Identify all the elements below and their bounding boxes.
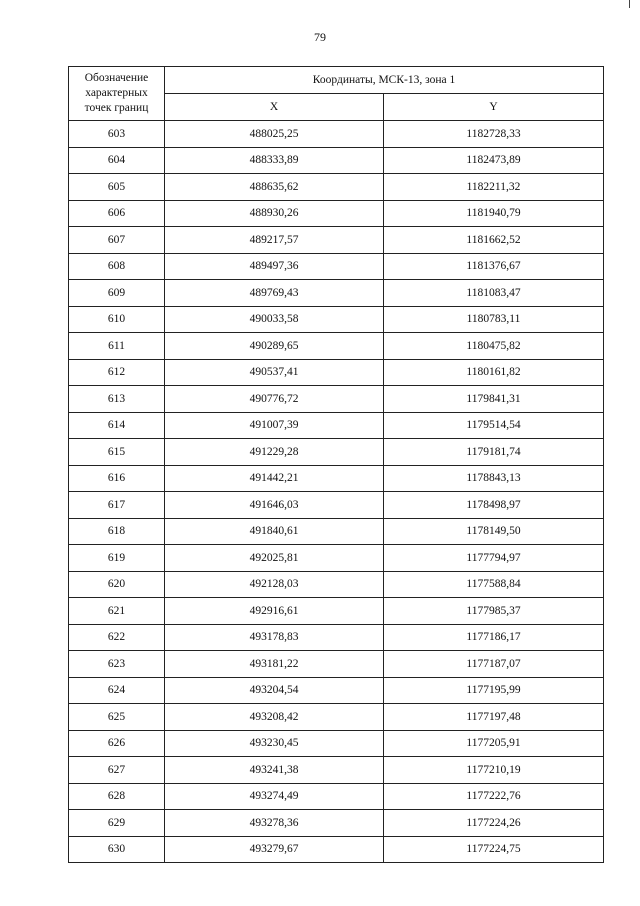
table-row (69, 121, 604, 148)
cell-point: 606 (69, 200, 165, 227)
cell-y: 1177195,99 (384, 677, 604, 704)
cell-x: 493208,42 (165, 704, 384, 731)
header-point-designation (69, 67, 165, 121)
table-row (69, 412, 604, 439)
cell-y: 1177588,84 (384, 571, 604, 598)
cell-x: 488025,25 (165, 121, 384, 148)
header-point-line-2: характерных (85, 87, 148, 99)
cell-y: 1178498,97 (384, 492, 604, 519)
cell-y: 1181662,52 (384, 227, 604, 254)
table-row (69, 545, 604, 572)
page-number: 79 (314, 30, 326, 44)
cell-y: 1177197,48 (384, 704, 604, 731)
cell-y: 1180161,82 (384, 359, 604, 386)
table-row (69, 200, 604, 227)
table-row (69, 677, 604, 704)
table-body (69, 121, 604, 863)
table-row (69, 147, 604, 174)
table-row (69, 651, 604, 678)
cell-y: 1179841,31 (384, 386, 604, 413)
cell-x: 493278,36 (165, 810, 384, 837)
cell-y: 1177186,17 (384, 624, 604, 651)
cell-x: 488930,26 (165, 200, 384, 227)
cell-point: 613 (69, 386, 165, 413)
cell-y: 1177224,75 (384, 836, 604, 863)
cell-y: 1177224,26 (384, 810, 604, 837)
cell-point: 617 (69, 492, 165, 519)
table-row (69, 465, 604, 492)
cell-y: 1182211,32 (384, 174, 604, 201)
cell-x: 490776,72 (165, 386, 384, 413)
cell-point: 612 (69, 359, 165, 386)
cell-x: 493274,49 (165, 783, 384, 810)
cell-x: 490537,41 (165, 359, 384, 386)
table-row (69, 253, 604, 280)
cell-x: 489497,36 (165, 253, 384, 280)
table-row (69, 386, 604, 413)
table-row (69, 359, 604, 386)
cell-y: 1177222,76 (384, 783, 604, 810)
table-row (69, 306, 604, 333)
cell-x: 491646,03 (165, 492, 384, 519)
header-coordinates-group: Координаты, МСК-13, зона 1 (165, 67, 604, 94)
cell-y: 1177187,07 (384, 651, 604, 678)
table-row (69, 280, 604, 307)
cell-x: 491229,28 (165, 439, 384, 466)
cell-x: 491442,21 (165, 465, 384, 492)
table-row (69, 492, 604, 519)
cell-point: 628 (69, 783, 165, 810)
cell-point: 619 (69, 545, 165, 572)
cell-x: 490289,65 (165, 333, 384, 360)
cell-x: 493181,22 (165, 651, 384, 678)
cell-point: 614 (69, 412, 165, 439)
cell-y: 1177794,97 (384, 545, 604, 572)
cell-point: 609 (69, 280, 165, 307)
cell-y: 1182728,33 (384, 121, 604, 148)
cell-point: 622 (69, 624, 165, 651)
cell-point: 616 (69, 465, 165, 492)
cell-y: 1181940,79 (384, 200, 604, 227)
cell-point: 621 (69, 598, 165, 625)
cell-x: 489769,43 (165, 280, 384, 307)
cell-x: 489217,57 (165, 227, 384, 254)
cell-point: 603 (69, 121, 165, 148)
cell-y: 1177985,37 (384, 598, 604, 625)
cell-x: 493204,54 (165, 677, 384, 704)
cell-point: 630 (69, 836, 165, 863)
cell-x: 488635,62 (165, 174, 384, 201)
cell-x: 490033,58 (165, 306, 384, 333)
table-row (69, 624, 604, 651)
cell-x: 493241,38 (165, 757, 384, 784)
cell-point: 615 (69, 439, 165, 466)
coordinates-table (68, 66, 604, 863)
cell-point: 611 (69, 333, 165, 360)
cell-y: 1177210,19 (384, 757, 604, 784)
cell-x: 493178,83 (165, 624, 384, 651)
cell-point: 625 (69, 704, 165, 731)
cell-x: 488333,89 (165, 147, 384, 174)
cell-x: 493230,45 (165, 730, 384, 757)
cell-point: 604 (69, 147, 165, 174)
cell-y: 1179181,74 (384, 439, 604, 466)
scan-edge-mark (629, 0, 640, 8)
cell-x: 492916,61 (165, 598, 384, 625)
cell-x: 492025,81 (165, 545, 384, 572)
table-row (69, 783, 604, 810)
cell-y: 1180475,82 (384, 333, 604, 360)
header-point-line-3: точек границ (84, 102, 149, 114)
cell-point: 610 (69, 306, 165, 333)
cell-y: 1179514,54 (384, 412, 604, 439)
cell-x: 492128,03 (165, 571, 384, 598)
table-row (69, 571, 604, 598)
cell-point: 624 (69, 677, 165, 704)
table-row (69, 730, 604, 757)
cell-y: 1181083,47 (384, 280, 604, 307)
table-row (69, 598, 604, 625)
cell-x: 491007,39 (165, 412, 384, 439)
cell-y: 1177205,91 (384, 730, 604, 757)
table-row (69, 704, 604, 731)
cell-x: 491840,61 (165, 518, 384, 545)
cell-point: 607 (69, 227, 165, 254)
cell-x: 493279,67 (165, 836, 384, 863)
cell-y: 1180783,11 (384, 306, 604, 333)
cell-point: 605 (69, 174, 165, 201)
table-row (69, 333, 604, 360)
table-row (69, 757, 604, 784)
cell-y: 1181376,67 (384, 253, 604, 280)
table-row (69, 836, 604, 863)
cell-point: 618 (69, 518, 165, 545)
header-x: X (165, 94, 384, 121)
cell-point: 627 (69, 757, 165, 784)
cell-point: 623 (69, 651, 165, 678)
cell-point: 626 (69, 730, 165, 757)
cell-y: 1178843,13 (384, 465, 604, 492)
table-row (69, 227, 604, 254)
table-row (69, 518, 604, 545)
cell-point: 608 (69, 253, 165, 280)
cell-y: 1182473,89 (384, 147, 604, 174)
header-point-line-1: Обозначение (84, 72, 149, 84)
cell-point: 620 (69, 571, 165, 598)
header-y: Y (384, 94, 604, 121)
table-row (69, 810, 604, 837)
table-row (69, 439, 604, 466)
table-row (69, 174, 604, 201)
cell-point: 629 (69, 810, 165, 837)
cell-y: 1178149,50 (384, 518, 604, 545)
